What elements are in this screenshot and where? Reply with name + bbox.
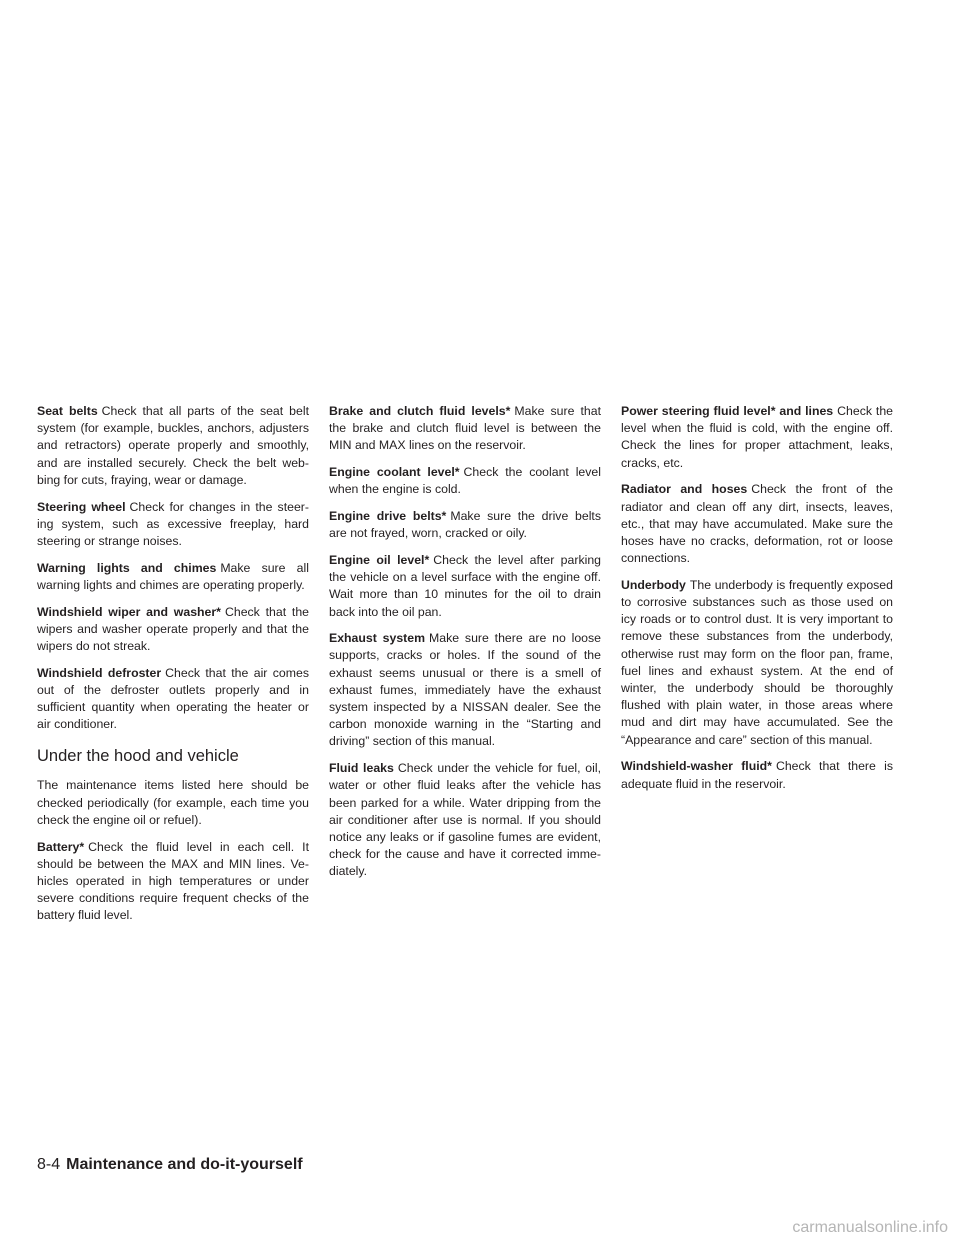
item-term: Underbody — [621, 577, 686, 592]
section-heading: Under the hood and vehicle — [37, 747, 239, 766]
page-number: 8-4 — [37, 1156, 61, 1173]
item-text: Check under the vehicle for fuel, oil, water or other fluid leaks after the vehicle has been parked for a while. Water dripping from the air conditioner after use is normal. If you should notice any leaks or if gasoline fumes are evident, check for the cause and have it corrected immediately. — [329, 761, 601, 879]
item-brake-clutch-fluid — [329, 403, 601, 455]
column-3 — [621, 403, 893, 802]
item-term: Windshield-washer fluid* — [621, 759, 772, 774]
item-text: Check that the air comes out of the defroster outlets properly and in sufficient quantity when operating the heater or air conditioner. — [37, 665, 309, 732]
item-text: Check the level when the fluid is cold, with the engine off. Check the lines for proper attachment, leaks, cracks, etc. — [621, 404, 893, 470]
item-text: Check that there is adequate fluid in the reservoir. — [621, 759, 893, 791]
item-text: Check that all parts of the seat belt system (for example, buckles, anchors, adjusters and retractors) operate properly and smoothly, and are installed securely. Check the belt webbing for cuts, fraying, wear or damage. — [37, 404, 310, 487]
item-term: Windshield wiper and washer* — [37, 604, 221, 619]
item-steering-wheel — [37, 499, 309, 551]
page-footer — [37, 1155, 303, 1175]
item-underbody — [621, 577, 893, 749]
item-text: Check the coolant level when the engine is cold. — [329, 465, 601, 497]
item-warning-lights — [37, 560, 309, 594]
item-term: Radiator and hoses — [621, 482, 748, 497]
item-term: Engine drive belts* — [329, 509, 447, 524]
item-exhaust-system — [329, 630, 601, 750]
item-engine-drive-belts — [329, 508, 601, 542]
item-term: Windshield defroster — [37, 665, 162, 680]
item-term: Battery* — [37, 839, 85, 854]
item-term: Steering wheel — [37, 499, 126, 514]
item-text: Make sure there are no loose supports, cracks or holes. If the sound of the exhaust seems unusual or there is a smell of exhaust fumes, immediately have the exhaust system inspected by a NISSAN dealer. See the carbon monoxide warning in the “Starting and driving” section of this manual. — [329, 631, 602, 749]
item-fluid-leaks — [329, 760, 601, 880]
item-term: Warning lights and chimes — [37, 560, 217, 575]
item-text: Check the fluid level in each cell. It should be between the MAX and MIN lines. Vehicles operated in high temperatures or under severe conditions require frequent checks of the battery fluid level. — [37, 839, 309, 923]
item-text: Make sure all warning lights and chimes are operating properly. — [37, 560, 309, 592]
item-term: Brake and clutch fluid levels* — [329, 404, 511, 418]
column-2 — [329, 403, 601, 890]
item-text: Make sure the drive belts are not frayed, worn, cracked or oily. — [329, 509, 601, 541]
item-term: Engine oil level* — [329, 552, 430, 567]
item-term: Fluid leaks — [329, 761, 394, 776]
column-1 — [37, 403, 309, 934]
item-power-steering — [621, 403, 893, 472]
item-term: Exhaust system — [329, 631, 426, 646]
item-battery — [37, 839, 309, 925]
item-term: Engine coolant level* — [329, 465, 460, 480]
item-text: Check for changes in the steering system, such as excessive freeplay, hard steering or strange noises. — [37, 499, 309, 548]
item-radiator-hoses — [621, 481, 893, 567]
item-term: Seat belts — [37, 404, 98, 418]
item-text: The underbody is frequently exposed to corrosive substances such as those used on icy roads or to control dust. It is very important to remove these substances from the underbody, otherwise rust may form on the floor pan, frame, fuel lines and exhaust system. At the end of winter, the underbody should be thoroughly flushed with plain water, in those areas where mud and dirt may have accumulated. See the “Appearance and care” section of this manual. — [621, 577, 893, 747]
chapter-title: Maintenance and do-it-yourself — [66, 1156, 303, 1173]
item-windshield-wiper — [37, 604, 309, 656]
item-engine-oil — [329, 552, 601, 621]
item-text: Make sure that the brake and clutch fluid level is between the MIN and MAX lines on the reservoir. — [329, 404, 601, 453]
item-engine-coolant — [329, 464, 601, 498]
item-washer-fluid — [621, 758, 893, 792]
item-seat-belts — [37, 403, 309, 489]
item-text: Check the level after parking the vehicle on a level surface with the engine off. Wait more than 10 minutes for the oil to drain back into the oil pan. — [329, 552, 602, 619]
item-term: Power steering fluid level* and lines — [621, 404, 834, 418]
item-text: Check that the wipers and washer operate properly and that the wipers do not streak. — [37, 604, 309, 653]
watermark: carmanualsonline.info — [792, 1219, 948, 1236]
section-intro: The maintenance items listed here should be checked periodically (for example, each time you check the engine oil or refuel). — [37, 778, 309, 827]
item-windshield-defroster — [37, 665, 309, 734]
item-text: Check the front of the radiator and clean off any dirt, insects, leaves, etc., that may have accumulated. Make sure the hoses have no cracks, deformation, rot or loose connections. — [621, 482, 893, 566]
